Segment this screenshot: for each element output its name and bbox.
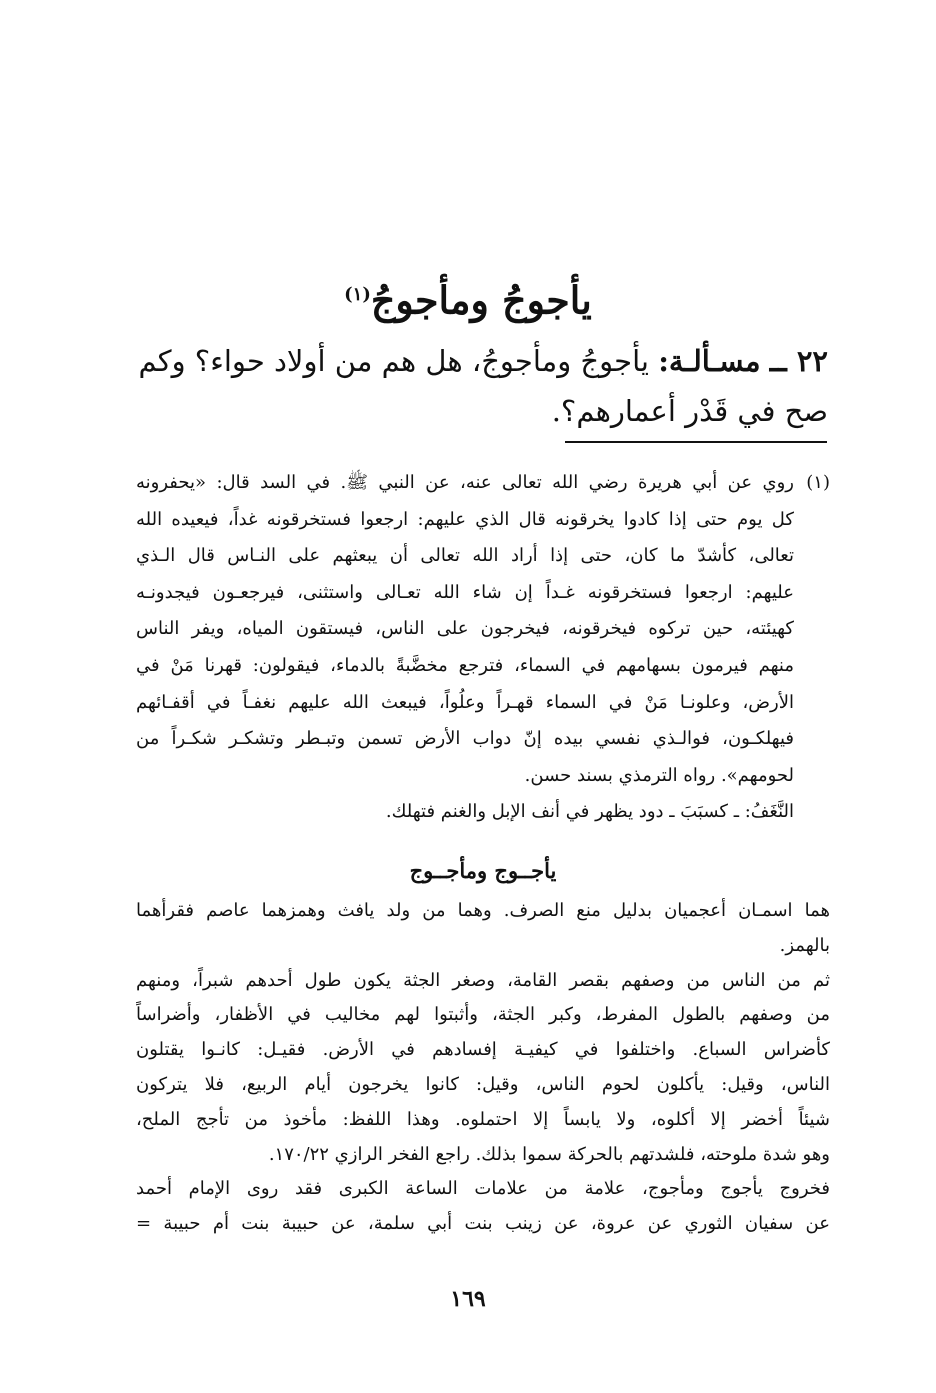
footnote-line: لحومهم». رواه الترمذي بسند حسن. (524, 764, 794, 786)
footnote-line: منهم فيرمون بسهامهم في السماء، فترجع مخضَّبةً بالدماء، فيقولون: قهرنا مَنْ في (136, 654, 794, 676)
commentary-line: عن سفيان الثوري عن عروة، عن زينب بنت أبي سلمة، عن حبيبة بنت أم حبيبة = (136, 1213, 830, 1235)
commentary-line: ثم من الناس من وصفهم بقصر القامة، وصغر الجثة يكون طول أحدهم شبراً، ومنهم (136, 969, 830, 991)
commentary-line: من وصفهم بالطول المفرط، وكبر الجثة، وأثبتوا لهم مخاليب في الأظفار، وأضراساً (136, 1004, 830, 1026)
question-block (138, 336, 828, 436)
footnote-line: فيهلكـون، فوالـذي نفسي بيده إنّ دواب الأرض تسمن وتبـطر وتشكـر شكـراً من (136, 728, 794, 750)
chapter-title-text: يأجوجُ ومأجوجُ (370, 277, 592, 323)
section-subtitle: يأجــوج ومأجــوج (409, 858, 557, 883)
chapter-title (0, 270, 936, 326)
commentary-section (136, 848, 830, 1242)
question-text-1: يأجوجُ ومأجوجُ، هل هم من أولاد حواء؟ وكم (138, 344, 649, 378)
footnote-separator (565, 441, 827, 443)
commentary-line: شيئاً أخضر إلا أكلوه، ولا يابساً إلا احتملوه. وهذا اللفظ: مأخوذ من تأجج الملح، (136, 1108, 830, 1130)
page-number: ١٦٩ (450, 1286, 486, 1312)
footnote-line: كل يوم حتى إذا كادوا يخرقونه قال الذي عليهم: ارجعوا فستخرقونه غداً، فيعيده الله (136, 508, 794, 530)
commentary-line: فخروج يأجوج ومأجوج، علامة من علامات الساعة الكبرى فقد روى الإمام أحمد (136, 1178, 830, 1200)
commentary-line: كأضراس السباع. واختلفوا في كيفيـة إفسادهم في الأرض. فقيـل: كانـوا يقتلون (136, 1039, 830, 1061)
commentary-line: بالهمز. (779, 934, 830, 956)
footnote-line: الأرض، وعلونـا مَنْ في السماء قهـراً وعلُواً، فيبعث الله عليهم نغفـاً في أقفـائهم (136, 691, 794, 713)
footnote-line: تعالى، كأشدّ ما كان، حتى إذا أراد الله تعالى أن يبعثهم على النـاس قال الـذي (136, 545, 794, 567)
commentary-line: هما اسمـان أعجميان بدليل منع الصرف. وهما من ولد يافث وهمزهما عاصم فقرأهما (136, 900, 830, 921)
question-label: مسـألـة: (658, 344, 761, 378)
footnote-line (136, 465, 830, 502)
question-line-2: صح في قَدْر أعمارهم؟. (551, 394, 828, 428)
footnote-marker: (١) (806, 472, 830, 493)
footnote-block (136, 465, 830, 831)
commentary-line: الناس، وقيل: يأكلون لحوم الناس، وقيل: كانوا يخرجون أيام الربيع، فلا يتركون (136, 1073, 830, 1095)
footnote-line: كهيئته، حين تركوه فيخرقونه، فيخرجون على الناس، فيستقون المياه، ويفر الناس (136, 618, 794, 640)
question-number: ٢٢ ــ (769, 344, 828, 378)
footnote-line: النَّغَفُ: ـ كسبَبَ ـ دود يظهر في أنف الإبل والغنم فتهلك. (385, 801, 794, 823)
footnote-line: عليهم: ارجعوا فستخرقونه غـداً إن شاء الله تعـالى واستثنى، فيرجعـون فيجدونـه (136, 581, 794, 603)
question-line-1 (138, 336, 828, 386)
commentary-line: وهو شدة ملوحته، فلشدتهم بالحركة سموا بذلك. راجع الفخر الرازي ١٧٠/٢٢. (268, 1143, 830, 1165)
footnote-reference: (١) (344, 284, 371, 305)
footnote-line-text: روي عن أبي هريرة رضي الله تعالى عنه، عن النبي ﷺ. في السد قال: «يحفرونه (136, 472, 794, 493)
